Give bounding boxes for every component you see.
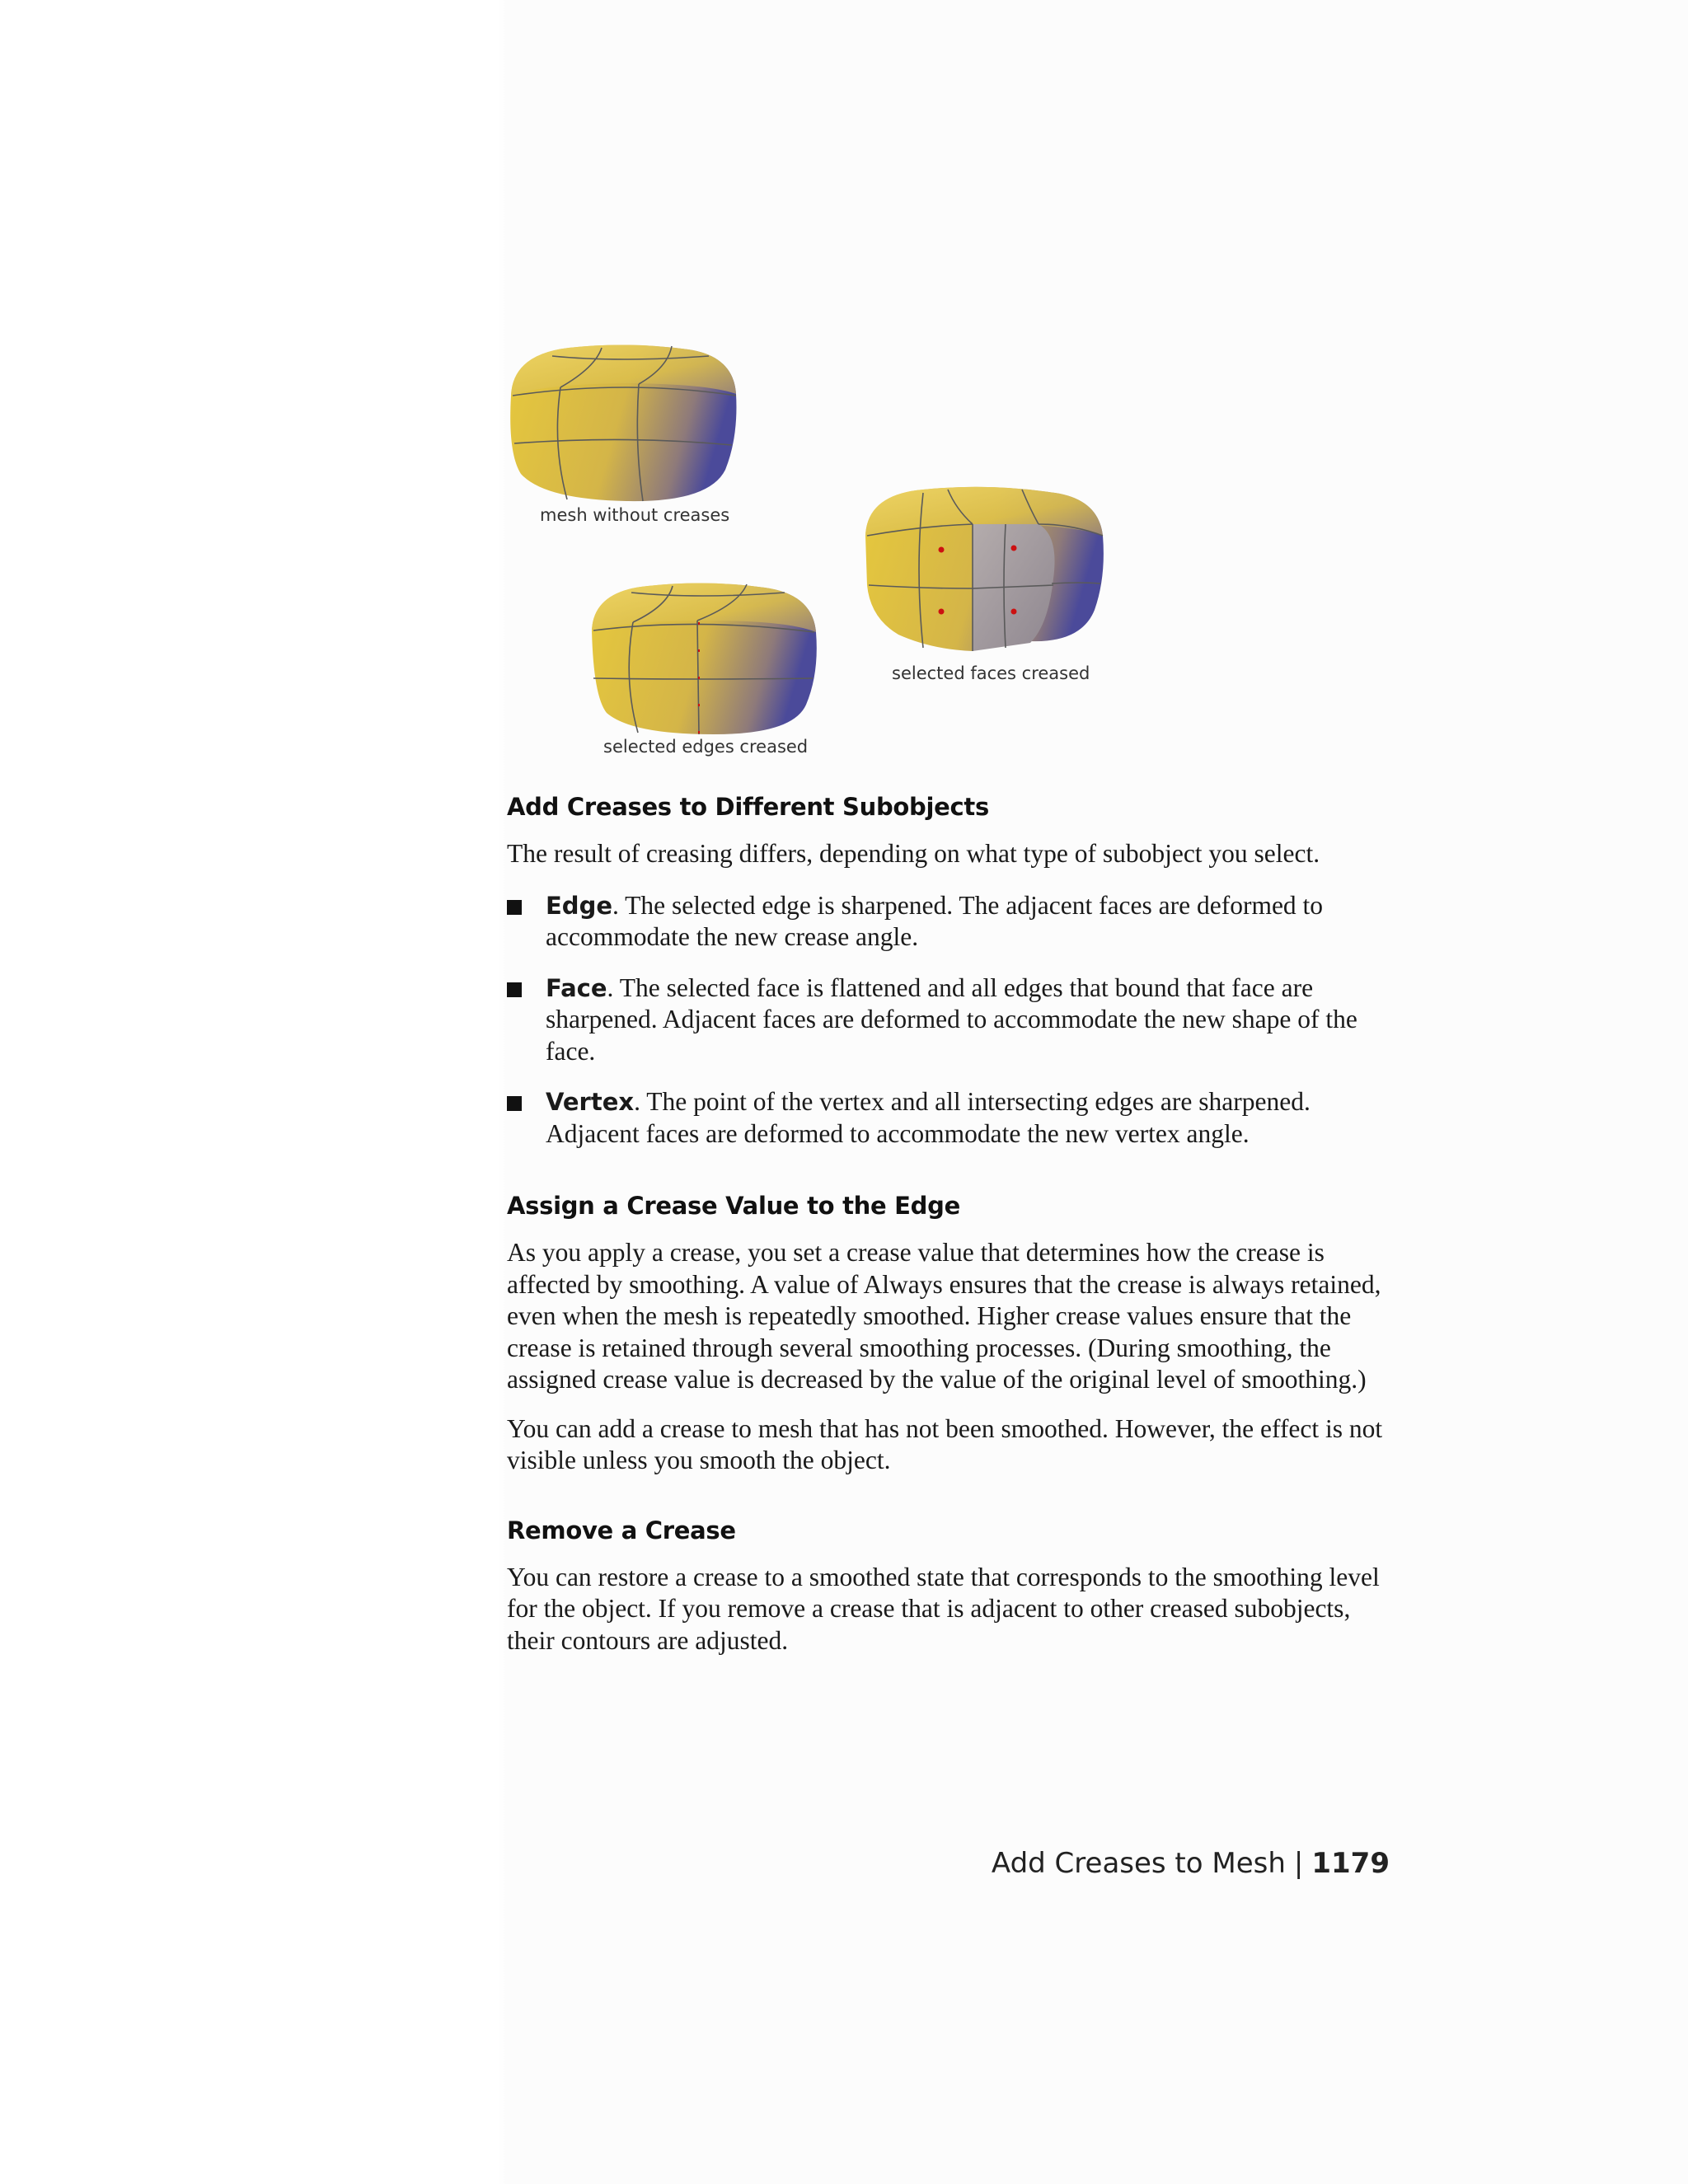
- term-vertex: Vertex: [546, 1088, 635, 1116]
- bullet-square-icon: [507, 1096, 522, 1111]
- list-item-vertex: [507, 1086, 1393, 1150]
- list-item-edge: [507, 890, 1393, 954]
- mesh-without-creases: [510, 344, 736, 501]
- heading-add-creases-subobjects: Add Creases to Different Subobjects: [507, 793, 989, 821]
- heading-remove-crease: Remove a Crease: [507, 1516, 736, 1544]
- caption-faces-creased: selected faces creased: [892, 663, 1090, 683]
- footer-separator: |: [1293, 1847, 1304, 1880]
- list-item-face: [507, 972, 1393, 1068]
- desc-edge: . The selected edge is sharpened. The adjacent faces are deformed to accommodate the new crease angle.: [546, 890, 1324, 951]
- footer-title: Add Creases to Mesh: [991, 1847, 1286, 1880]
- main-content: [507, 793, 1393, 1657]
- mesh-edges-creased: [592, 583, 817, 734]
- term-face: Face: [546, 973, 607, 1002]
- page-number: 1179: [1311, 1847, 1390, 1880]
- unsmoothed-mesh-paragraph: You can add a crease to mesh that has not been smoothed. However, the effect is not visible unless you smooth the object.: [507, 1413, 1383, 1474]
- caption-edges-creased: selected edges creased: [603, 737, 809, 757]
- mesh-crease-figure: [503, 338, 1121, 766]
- term-edge: Edge: [546, 891, 612, 920]
- crease-illustration: [503, 338, 1121, 766]
- remove-crease-paragraph: You can restore a crease to a smoothed state that corresponds to the smoothing level for the object. If you remove a crease that is adjacent to other creased subobjects, their contours are adjusted.: [507, 1562, 1380, 1655]
- intro-paragraph: The result of creasing differs, depending on what type of subobject you select.: [507, 839, 1320, 868]
- caption-without-creases: mesh without creases: [540, 505, 730, 525]
- page-footer: [992, 1847, 1390, 1880]
- desc-vertex: . The point of the vertex and all intersecting edges are sharpened. Adjacent faces are deformed to accommodate the new vertex angle.: [546, 1087, 1311, 1148]
- bullet-square-icon: [507, 900, 522, 915]
- heading-assign-crease-value: Assign a Crease Value to the Edge: [507, 1192, 960, 1220]
- mesh-faces-creased: [865, 487, 1104, 653]
- bullet-square-icon: [507, 982, 522, 997]
- subobject-list: [507, 890, 1393, 1151]
- desc-face: . The selected face is flattened and all edges that bound that face are sharpened. Adjacent faces are deformed to accommodate the new shape of the face.: [546, 972, 1357, 1066]
- crease-value-paragraph: As you apply a crease, you set a crease value that determines how the crease is affected by smoothing. A value of Always ensures that the crease is always retained, even when the mesh is repeatedly smoothed. Higher crease values ensure that the crease is retained through several smoothing processes. (During smoothing, the assigned crease value is decreased by the value of the original level of smoothing.): [507, 1238, 1381, 1394]
